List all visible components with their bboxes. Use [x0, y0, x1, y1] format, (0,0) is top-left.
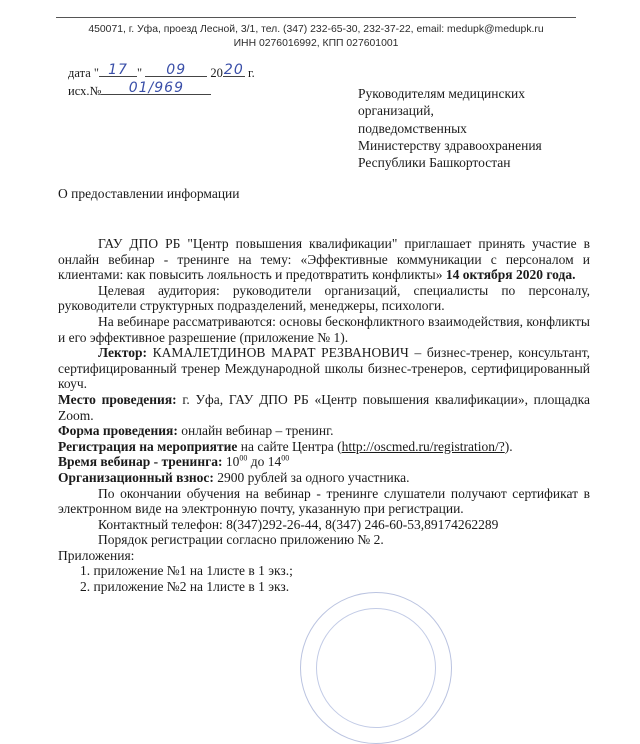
date-year-suffix: 20 — [223, 62, 244, 78]
certificate-paragraph: По окончании обучения на вебинар - тренинге слушатели получают сертификат в электронном виде на электронную почту, указанную при регистрации. — [58, 485, 590, 517]
registration-paragraph: Регистрация на мероприятие на сайте Центра (http://oscmed.ru/registration/?). — [58, 438, 513, 454]
list-item: 2. приложение №2 на 1листе в 1 экз. — [80, 579, 290, 595]
outgoing-label: исх.№ — [68, 84, 102, 98]
addressee-block — [358, 85, 542, 171]
letterhead-address: 450071, г. Уфа, проезд Лесной, 3/1, тел. (347) 232-65-30, 232-37-22, email: medupk@medupk.ru — [88, 24, 544, 35]
letterhead-rule — [56, 17, 576, 18]
form-label: Форма проведения: — [58, 423, 178, 439]
stamp-inner-ring — [316, 608, 436, 728]
fee-label: Организационный взнос: — [58, 469, 214, 485]
audience-paragraph: Целевая аудитория: руководители организаций, специалисты по персоналу, руководители структурных подразделений, менеджеры, психологи. — [58, 282, 590, 314]
date-month: 09 — [166, 62, 187, 78]
registration-label: Регистрация на мероприятие — [58, 438, 238, 454]
letter-body — [58, 236, 590, 595]
event-date: 14 октября 2020 года. — [445, 267, 576, 283]
date-label: дата — [68, 66, 91, 80]
addressee-line: подведомственных — [358, 120, 467, 136]
lecturer-label: Лектор: — [98, 345, 147, 361]
form-paragraph — [58, 423, 590, 439]
outgoing-line — [68, 82, 211, 99]
order-paragraph: Порядок регистрации согласно приложению № 2. — [98, 532, 384, 548]
attachments-label: Приложения: — [58, 547, 135, 563]
form-value: онлайн вебинар – тренинг. — [177, 423, 334, 439]
addressee-line: Республики Башкортостан — [358, 155, 511, 171]
date-line: дата " 17 " 09 20 20 г. — [68, 62, 255, 80]
lecturer-name: КАМАЛЕТДИНОВ МАРАТ РЕЗВАНОВИЧ — [152, 345, 409, 361]
time-to: $14^{00}$ — [267, 453, 290, 470]
registration-link[interactable]: http://oscmed.ru/registration/? — [341, 438, 505, 454]
time-paragraph: Время вебинар - тренинга: $10^{00}$ до $14^{00}$ — [58, 453, 290, 470]
letterhead-inn: ИНН 0276016992, КПП 027601001 — [233, 38, 399, 49]
place-label: Место проведения: — [58, 391, 177, 407]
intro-paragraph: ГАУ ДПО РБ "Центр повышения квалификации" приглашает принять участие в онлайн вебинар - тренинге на тему: «Эффективные коммуникации с персоналом и клиентами: как повысить лояльность и предотвратить конфликты» 14 октября 2020 года. — [58, 236, 590, 283]
attachments-list — [58, 563, 590, 594]
outgoing-number: 01/969 — [128, 80, 184, 96]
addressee-line: Руководителям медицинских — [358, 86, 526, 101]
date-suffix: г. — [247, 66, 255, 80]
fee-paragraph — [58, 470, 590, 486]
lecturer-desc: – бизнес-тренер, консультант, сертифицированный тренер Международной школы бизнес-тренеров, сертифицированный коуч. — [58, 345, 590, 392]
contacts-paragraph: Контактный телефон: 8(347)292-26-44, 8(347) 246-60-53,89174262289 — [98, 516, 499, 532]
date-day: 17 — [108, 62, 128, 78]
fee-value: 2900 рублей за одного участника. — [213, 469, 410, 485]
place-value: г. Уфа, ГАУ ДПО РБ «Центр повышения квалификации», площадка Zoom. — [58, 391, 590, 423]
topics-paragraph: На вебинаре рассматриваются: основы бесконфликтного взаимодействия, конфликты и его эффективное разрешение (приложение № 1). — [58, 313, 590, 345]
date-year-prefix: 20 — [210, 66, 223, 80]
addressee-line: организаций, — [358, 103, 434, 119]
addressee-line: Министерству здравоохранения — [358, 137, 542, 153]
time-label: Время вебинар - тренинга: — [58, 454, 223, 470]
lecturer-paragraph — [58, 345, 590, 392]
letter-subject: О предоставлении информации — [58, 186, 240, 201]
list-item: 1. приложение №1 на 1листе в 1 экз.; — [80, 563, 293, 579]
time-from: $10^{00}$ — [225, 453, 248, 470]
place-paragraph — [58, 392, 590, 423]
